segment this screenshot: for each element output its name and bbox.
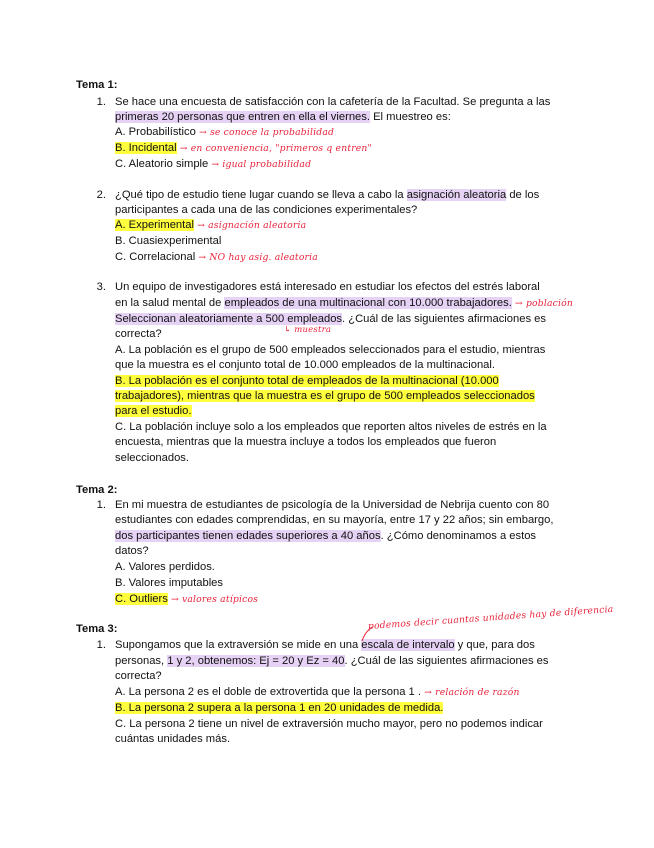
question-text: Seleccionan aleatoriamente a 500 empleados. ¿Cuál de las siguientes afirmaciones es — [115, 313, 546, 325]
highlight-purple: escala de intervalo — [361, 639, 455, 651]
option-c: C. La persona 2 tiene un nivel de extraversión mucho mayor, pero no podemos indicar — [115, 718, 543, 730]
highlight-purple: Seleccionan aleatoriamente a 500 empleados — [115, 313, 343, 325]
option-b: B. Valores imputables — [115, 577, 223, 589]
handwritten-note: → en conveniencia, "primeros q entren" — [179, 143, 372, 154]
option-a: que la muestra es el conjunto total de 10.000 empleados de la multinacional. — [115, 359, 495, 371]
option-a: A. Valores perdidos. — [115, 561, 215, 573]
option-b: B. Cuasiexperimental — [115, 235, 222, 247]
question-text: dos participantes tienen edades superiores a 40 años. ¿Cómo denominamos a estos — [115, 530, 537, 542]
question-text: participantes a cada una de las condiciones experimentales? — [115, 204, 418, 216]
question-text: primeras 20 personas que entren en ella el viernes. El muestreo es: — [115, 111, 451, 123]
option-a: A. La persona 2 es el doble de extrovertida que la persona 1 . → relación de razón — [115, 686, 520, 698]
highlight-answer: B. La persona 2 supera a la persona 1 en 20 unidades de medida. — [115, 702, 444, 714]
handwritten-note: → relación de razón — [424, 687, 520, 698]
question-number: 3. — [96, 281, 106, 293]
tema3-heading: Tema 3: — [76, 623, 118, 635]
option-c: C. Aleatorio simple → igual probabilidad — [115, 158, 312, 170]
question-text: En mi muestra de estudiantes de psicología de la Universidad de Nebrija cuento con 80 — [115, 499, 550, 511]
question-number: 1. — [96, 639, 106, 651]
highlight-answer: B. Incidental — [115, 142, 177, 154]
option-c: C. Correlacional → NO hay asig. aleatoria — [115, 251, 318, 263]
highlight-answer: C. Outliers — [115, 593, 168, 605]
handwritten-note: → igual probabilidad — [211, 159, 312, 170]
handwritten-note: → valores atípicos — [170, 594, 259, 605]
question-text: en la salud mental de empleados de una multinacional con 10.000 trabajadores. → población — [115, 297, 573, 309]
question-number: 1. — [96, 96, 106, 108]
highlight-purple: dos participantes tienen edades superiores a 40 años — [115, 530, 381, 542]
question-text: correcta? — [115, 328, 162, 340]
option-c: seleccionados. — [115, 452, 190, 464]
question-text: Se hace una encuesta de satisfacción con la cafetería de la Facultad. Se pregunta a las — [115, 96, 551, 108]
handwritten-note: → asignación aleatoria — [197, 220, 307, 231]
handwritten-note: → población — [514, 298, 573, 309]
option-c: C. La población incluye solo a los empleados que reporten altos niveles de estrés en la — [115, 421, 547, 433]
option-c: cuántas unidades más. — [115, 733, 231, 745]
highlight-answer: trabajadores), mientras que la muestra es el grupo de 500 empleados seleccionados — [115, 390, 535, 402]
question-text: correcta? — [115, 670, 162, 682]
highlight-purple: 1 y 2, obtenemos: Ej = 20 y Ez = 40 — [167, 655, 345, 667]
question-text: ¿Qué tipo de estudio tiene lugar cuando se lleva a cabo la asignación aleatoria de los — [115, 189, 540, 201]
option-a: A. La población es el grupo de 500 empleados seleccionados para el estudio, mientras — [115, 344, 546, 356]
highlight-purple: asignación aleatoria — [406, 189, 507, 201]
handwritten-note: ↳ muestra — [284, 325, 332, 335]
option-a: A. Probabilístico → se conoce la probabilidad — [115, 126, 335, 138]
question-text: personas, 1 y 2, obtenemos: Ej = 20 y Ez = 40. ¿Cuál de las siguientes afirmaciones es — [115, 655, 549, 667]
highlight-answer: para el estudio. — [115, 405, 192, 417]
question-number: 1. — [96, 499, 106, 511]
highlight-purple: primeras 20 personas que entren en ella el viernes. — [115, 111, 370, 123]
tema2-heading: Tema 2: — [76, 484, 118, 496]
highlight-answer: B. La población es el conjunto total de empleados de la multinacional (10.000 — [115, 375, 499, 387]
tema1-heading: Tema 1: — [76, 79, 118, 91]
highlight-purple: empleados de una multinacional con 10.000 trabajadores. — [224, 297, 512, 309]
question-text: datos? — [115, 545, 149, 557]
question-text: estudiantes con edades comprendidas, en su mayoría, entre 17 y 22 años; sin embargo, — [115, 514, 554, 526]
question-text: Un equipo de investigadores está interesado en estudiar los efectos del estrés laboral — [115, 281, 540, 293]
question-text: Supongamos que la extraversión se mide en una escala de intervalo y que, para dos — [115, 639, 535, 651]
question-number: 2. — [96, 189, 106, 201]
handwritten-note-top: podemos decir cuantas unidades hay de diferencia — [367, 603, 614, 632]
handwritten-note: → se conoce la probabilidad — [198, 127, 335, 138]
handwritten-note: → NO hay asig. aleatoria — [198, 252, 318, 263]
option-c: encuesta, mientras que la muestra incluye a todos los empleados que fueron — [115, 436, 497, 448]
highlight-answer: A. Experimental — [115, 219, 194, 231]
